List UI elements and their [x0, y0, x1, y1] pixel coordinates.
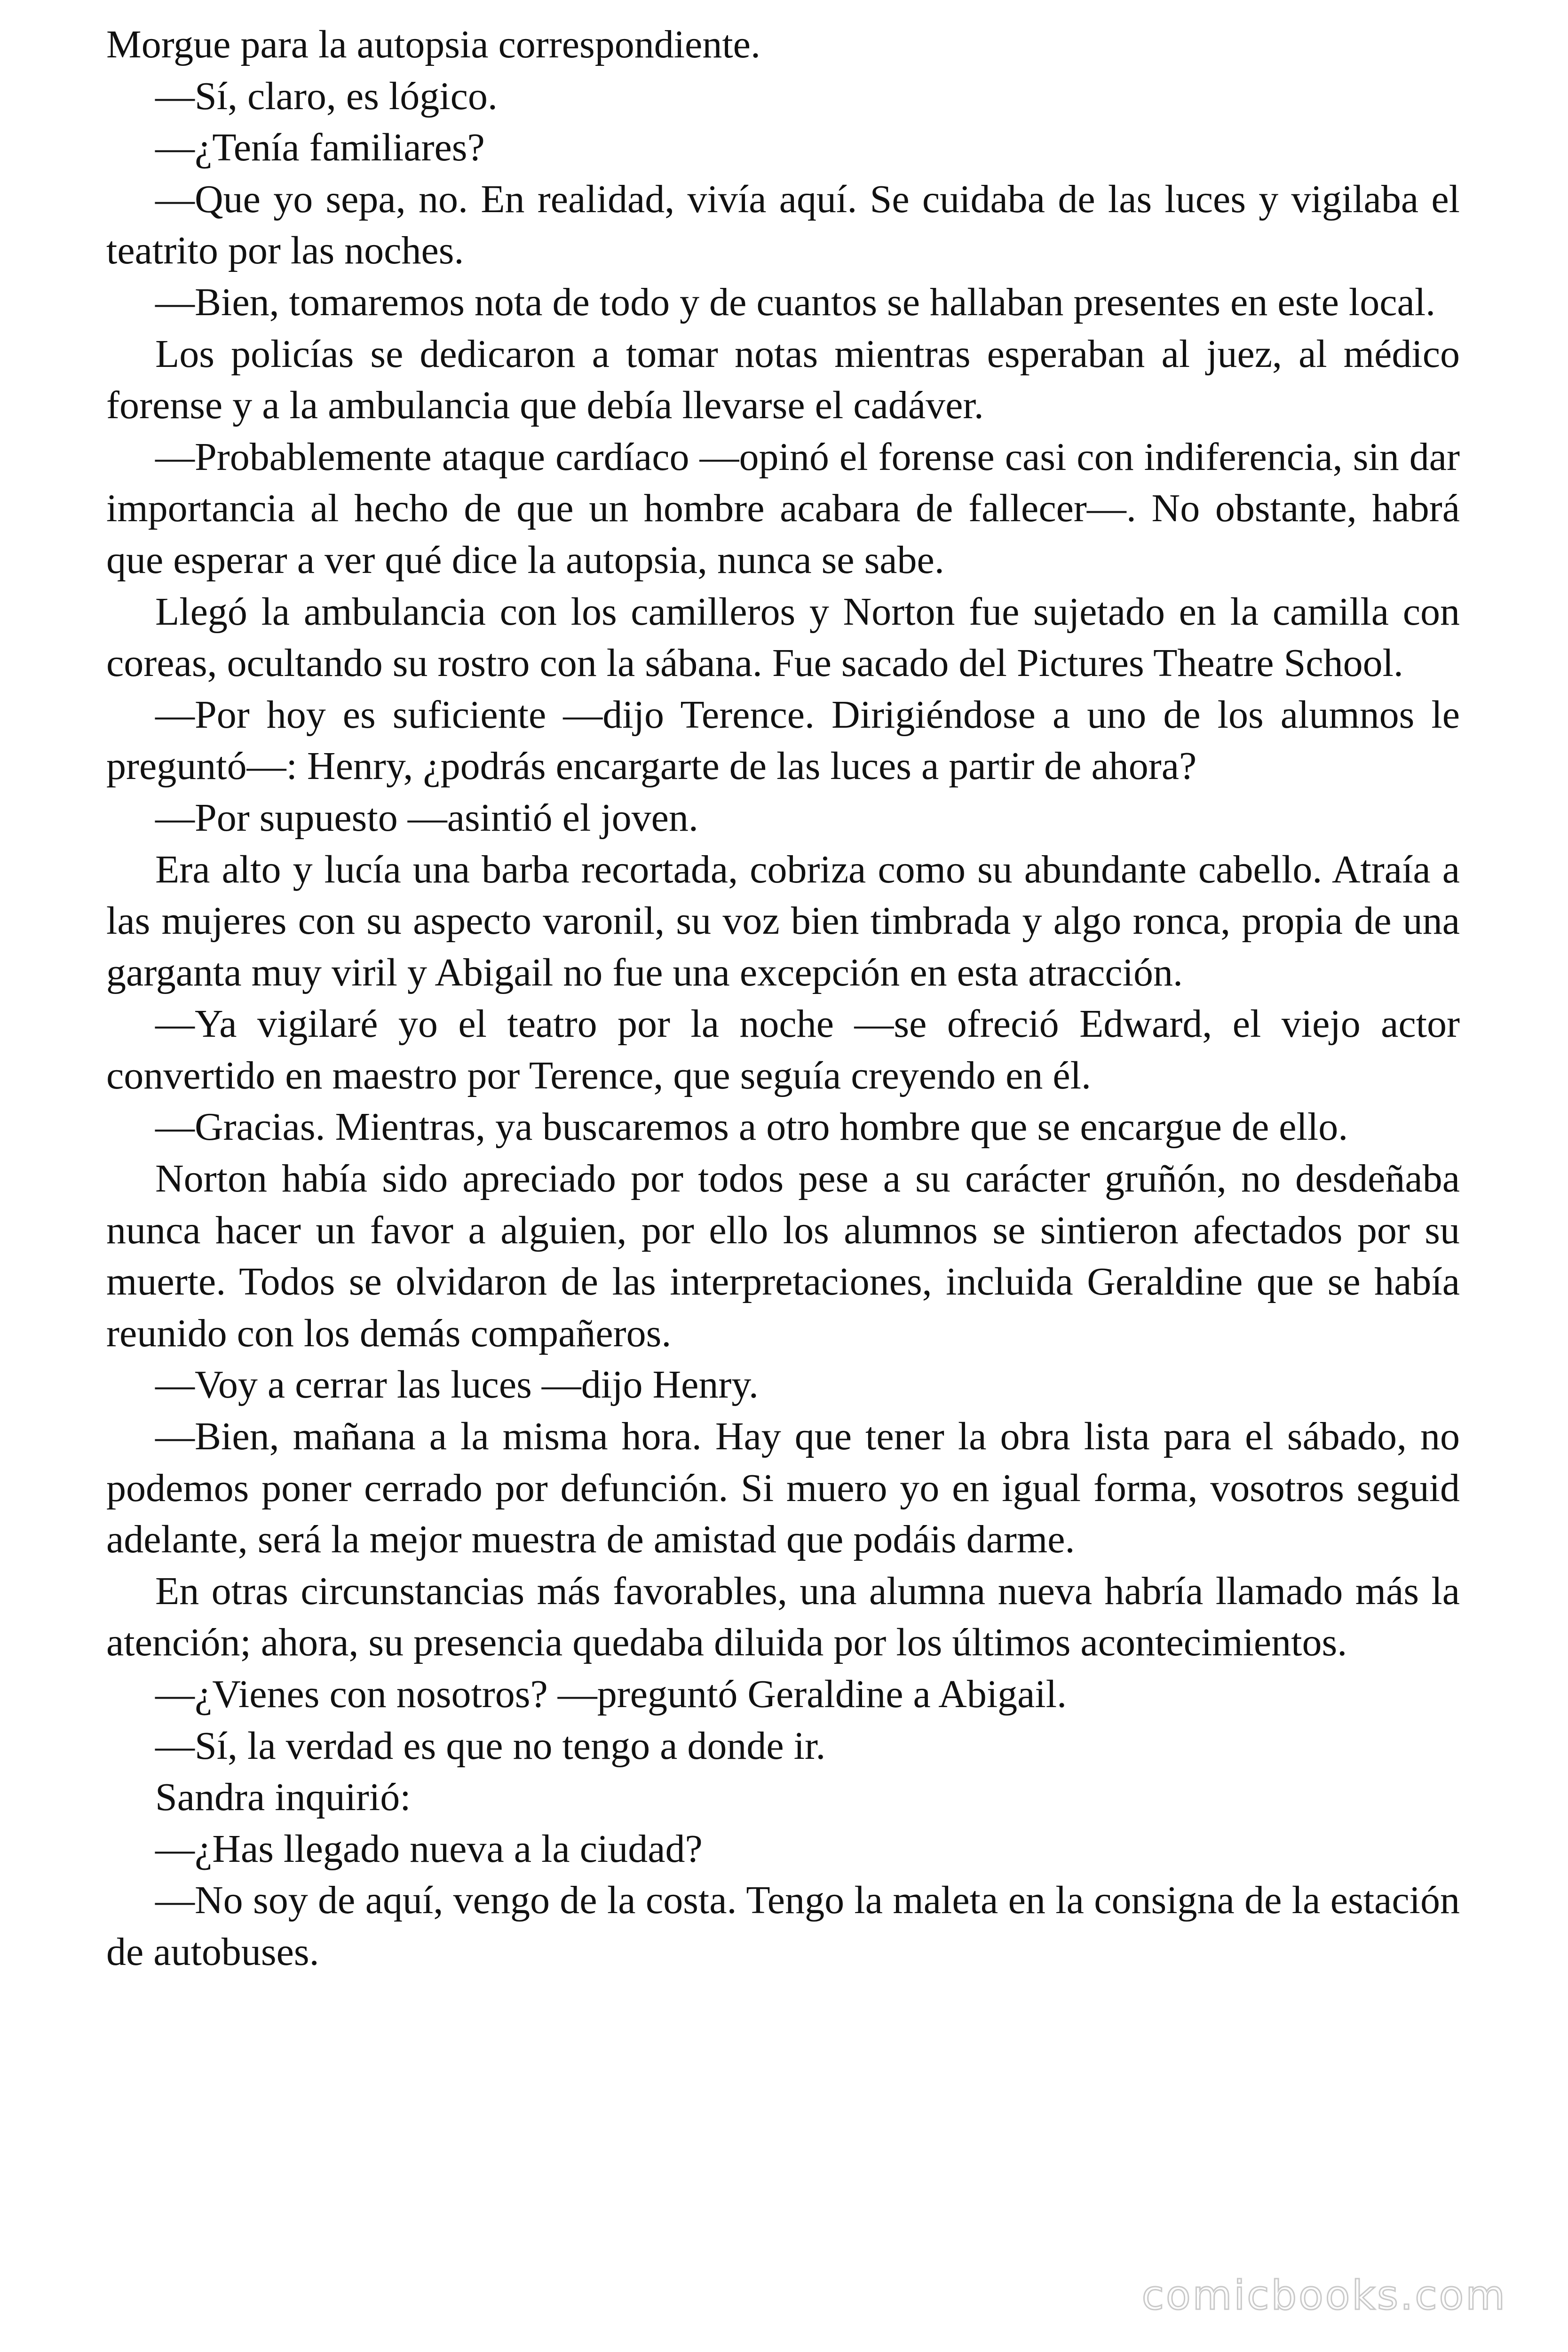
paragraph-8: Llegó la ambulancia con los camilleros y Norton fue sujetado en la camilla con coreas, ocultando su rostro con la sábana. Fue sacado del Pictures Theatre School. — [106, 589, 1460, 685]
paragraph-2: —Sí, claro, es lógico. — [155, 74, 498, 118]
paragraph-11: Era alto y lucía una barba recortada, cobriza como su abundante cabello. Atraía a las mujeres con su aspecto varonil, su voz bien timbrada y algo ronca, propia de una garganta muy viril y Abigail no fue una excepción en esta atracción. — [106, 847, 1460, 994]
paragraph-21: —¿Has llegado nueva a la ciudad? — [155, 1827, 703, 1871]
paragraph-20: Sandra inquirió: — [155, 1775, 411, 1820]
document-body — [106, 19, 1460, 1978]
paragraph-7: —Probablemente ataque cardíaco —opinó el forense casi con indiferencia, sin dar importancia al hecho de que un hombre acabara de fallecer—. No obstante, habrá que esperar a ver qué dice la autopsia, nunca se sabe. — [106, 435, 1460, 582]
paragraph-22: —No soy de aquí, vengo de la costa. Tengo la maleta en la consigna de la estación de autobuses. — [106, 1878, 1460, 1974]
paragraph-17: En otras circunstancias más favorables, una alumna nueva habría llamado más la atención; ahora, su presencia quedaba diluida por los últimos acontecimientos. — [106, 1569, 1460, 1665]
paragraph-15: —Voy a cerrar las luces —dijo Henry. — [155, 1363, 759, 1407]
paragraph-4: —Que yo sepa, no. En realidad, vivía aquí. Se cuidaba de las luces y vigilaba el teatrito por las noches. — [106, 177, 1460, 273]
paragraph-3: —¿Tenía familiares? — [155, 126, 485, 170]
watermark-logo: comicbooks.com — [1141, 2272, 1507, 2319]
paragraph-1: Morgue para la autopsia correspondiente. — [106, 23, 760, 66]
paragraph-16: —Bien, mañana a la misma hora. Hay que tener la obra lista para el sábado, no podemos poner cerrado por defunción. Si muero yo en igual forma, vosotros seguid adelante, será la mejor muestra de amistad que podáis darme. — [106, 1414, 1460, 1562]
paragraph-18: —¿Vienes con nosotros? —preguntó Geraldine a Abigail. — [155, 1672, 1067, 1716]
paragraph-19: —Sí, la verdad es que no tengo a donde ir. — [155, 1724, 826, 1768]
paragraph-12: —Ya vigilaré yo el teatro por la noche —se ofreció Edward, el viejo actor convertido en maestro por Terence, que seguía creyendo en él. — [106, 1002, 1460, 1097]
paragraph-10: —Por supuesto —asintió el joven. — [155, 795, 698, 840]
paragraph-5: —Bien, tomaremos nota de todo y de cuantos se hallaban presentes en este local. — [155, 280, 1436, 324]
paragraph-6: Los policías se dedicaron a tomar notas mientras esperaban al juez, al médico forense y a la ambulancia que debía llevarse el cadáver. — [106, 332, 1460, 428]
paragraph-9: —Por hoy es suficiente —dijo Terence. Dirigiéndose a uno de los alumnos le preguntó—: Henry, ¿podrás encargarte de las luces a partir de ahora? — [106, 692, 1460, 788]
paragraph-14: Norton había sido apreciado por todos pese a su carácter gruñón, no desdeñaba nunca hacer un favor a alguien, por ello los alumnos se sintieron afectados por su muerte. Todos se olvidaron de las interpretaciones, incluida Geraldine que se había reunido con los demás compañeros. — [106, 1157, 1460, 1355]
paragraph-13: —Gracias. Mientras, ya buscaremos a otro hombre que se encargue de ello. — [155, 1105, 1348, 1149]
